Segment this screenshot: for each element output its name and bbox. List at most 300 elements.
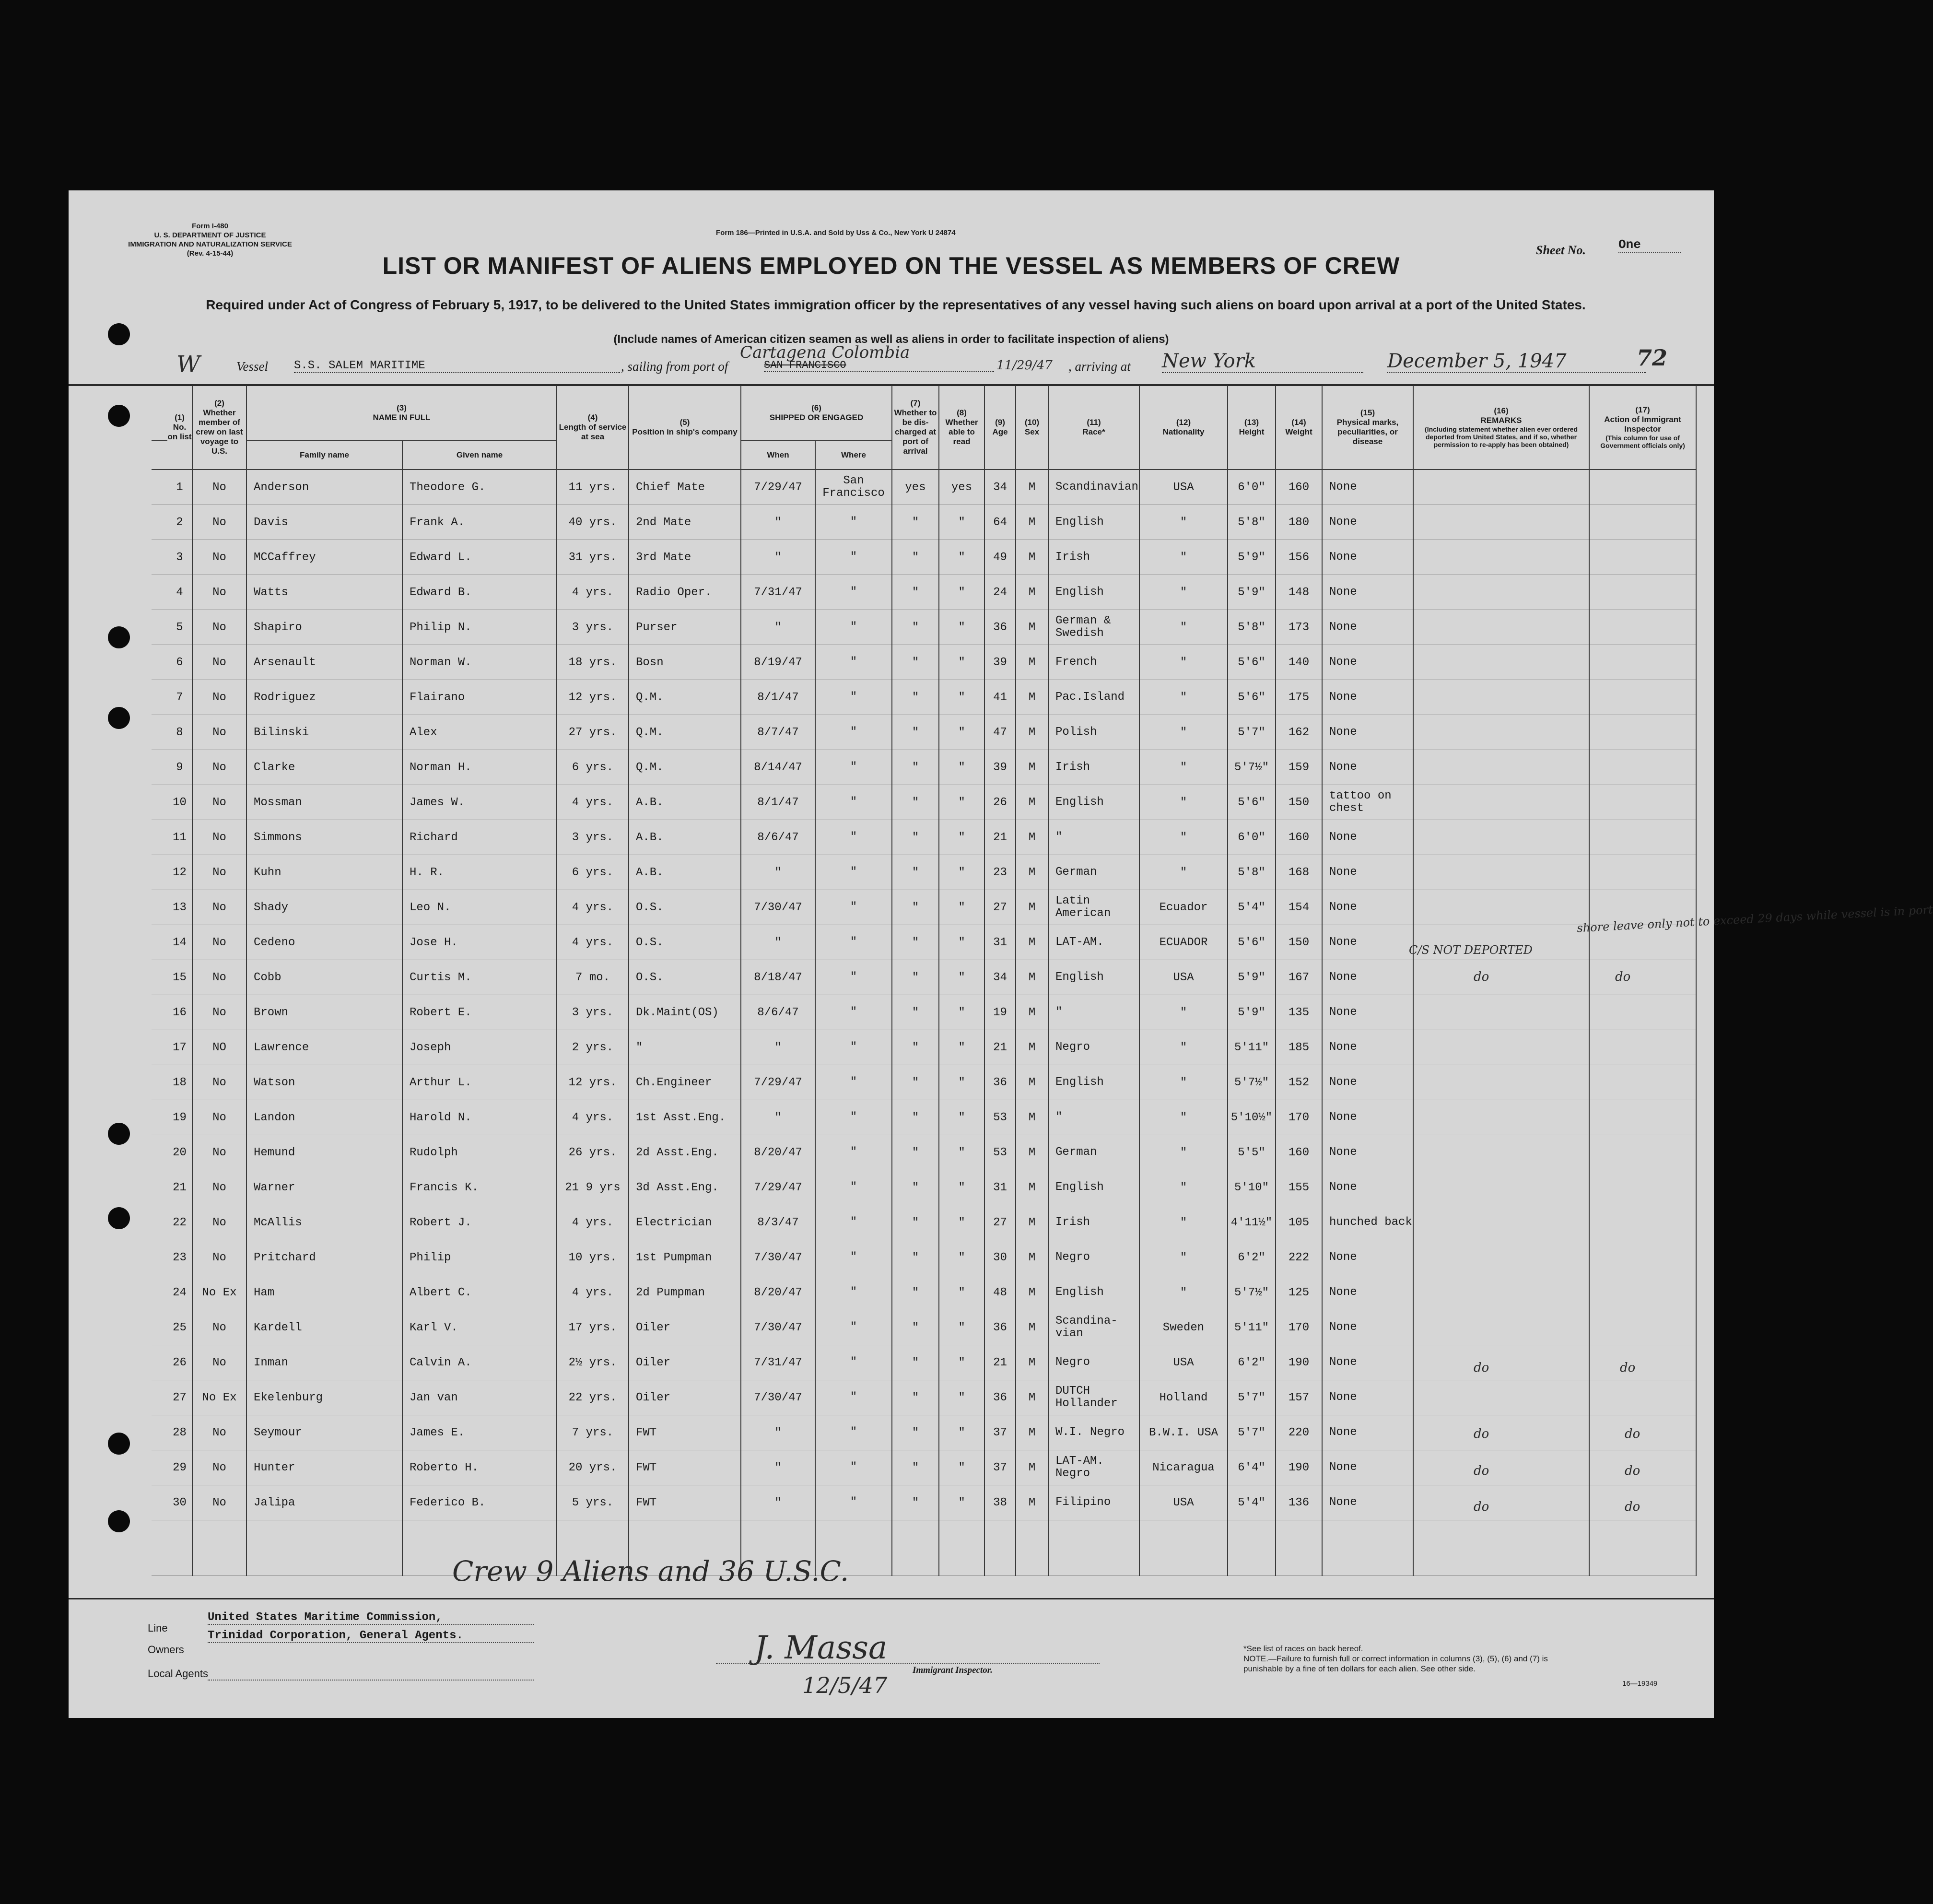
height-cell: 6'4" — [1228, 1450, 1276, 1485]
position-cell: Q.M. — [629, 750, 741, 785]
position-cell: FWT — [629, 1450, 741, 1485]
discharge-cell: " — [892, 960, 939, 995]
position-cell: Oiler — [629, 1345, 741, 1380]
discharge-cell: " — [892, 1275, 939, 1310]
remarks-cell — [1413, 575, 1589, 610]
list-number-cell: 13 — [167, 890, 192, 925]
position-cell: Oiler — [629, 1310, 741, 1345]
shipped-when-cell: 8/18/47 — [741, 960, 815, 995]
family-name-cell: McAllis — [246, 1205, 402, 1240]
punch-hole — [108, 707, 130, 729]
prev-voyage-cell: No — [192, 470, 246, 505]
position-cell: Bosn — [629, 645, 741, 680]
col-weight-header: (14) Weight — [1276, 386, 1322, 470]
blank-cell — [1413, 1520, 1589, 1576]
inspector-action-cell — [1589, 995, 1696, 1030]
weight-cell: 135 — [1276, 995, 1322, 1030]
position-cell: A.B. — [629, 855, 741, 890]
able-to-read-cell: " — [939, 505, 984, 540]
row-margin — [152, 1170, 167, 1205]
race-cell: " — [1048, 1100, 1139, 1135]
position-cell: FWT — [629, 1415, 741, 1450]
nationality-cell: USA — [1139, 470, 1228, 505]
list-number-cell: 15 — [167, 960, 192, 995]
nationality-cell: " — [1139, 610, 1228, 645]
inspector-action-cell — [1589, 1380, 1696, 1415]
able-to-read-cell: " — [939, 960, 984, 995]
sex-cell: M — [1016, 1310, 1048, 1345]
arriving-label: , arriving at — [1068, 359, 1131, 374]
weight-cell: 167 — [1276, 960, 1322, 995]
inspector-action-cell — [1589, 1450, 1696, 1485]
race-cell: " — [1048, 995, 1139, 1030]
race-cell: Filipino — [1048, 1485, 1139, 1520]
sex-cell: M — [1016, 1205, 1048, 1240]
discharge-cell: " — [892, 1170, 939, 1205]
physical-marks-cell: None — [1322, 925, 1413, 960]
nationality-cell: " — [1139, 1205, 1228, 1240]
nationality-cell: " — [1139, 820, 1228, 855]
discharge-cell: " — [892, 1135, 939, 1170]
given-name-cell: Norman W. — [402, 645, 557, 680]
act-statement: Required under Act of Congress of February 5, 1917, to be delivered to the United States immigration officer by the representatives of any vessel having such aliens on board upon arrival at a port of the United States. — [206, 297, 1586, 312]
list-number-cell: 4 — [167, 575, 192, 610]
position-cell: 2d Pumpman — [629, 1275, 741, 1310]
prev-voyage-cell: No — [192, 645, 246, 680]
height-cell: 5'8" — [1228, 610, 1276, 645]
table-row — [152, 575, 1696, 610]
prev-voyage-cell: No — [192, 995, 246, 1030]
prev-voyage-cell: No Ex — [192, 1275, 246, 1310]
discharge-cell: " — [892, 1345, 939, 1380]
service-length-cell: 18 yrs. — [557, 645, 629, 680]
family-name-cell: Kardell — [246, 1310, 402, 1345]
physical-marks-cell: None — [1322, 750, 1413, 785]
race-cell: Pac.Island — [1048, 680, 1139, 715]
nationality-cell: Holland — [1139, 1380, 1228, 1415]
row-margin — [152, 1450, 167, 1485]
blank-cell — [984, 1520, 1016, 1576]
discharge-cell: yes — [892, 470, 939, 505]
height-cell: 5'9" — [1228, 575, 1276, 610]
given-name-cell: Jose H. — [402, 925, 557, 960]
service-length-cell: 17 yrs. — [557, 1310, 629, 1345]
age-cell: 47 — [984, 715, 1016, 750]
row-margin — [152, 750, 167, 785]
service-name: IMMIGRATION AND NATURALIZATION SERVICE — [128, 240, 292, 248]
race-cell: Negro — [1048, 1030, 1139, 1065]
remarks-cell — [1413, 890, 1589, 925]
prev-voyage-cell: No — [192, 855, 246, 890]
manifest-title: LIST OR MANIFEST OF ALIENS EMPLOYED ON THE VESSEL AS MEMBERS OF CREW — [382, 252, 1400, 279]
given-name-cell: Karl V. — [402, 1310, 557, 1345]
col-read-header: (8) Whether able to read — [939, 386, 984, 470]
physical-marks-cell: None — [1322, 1345, 1413, 1380]
age-cell: 64 — [984, 505, 1016, 540]
inspector-action-cell — [1589, 1030, 1696, 1065]
shipped-when-cell: 8/6/47 — [741, 820, 815, 855]
row-margin — [152, 575, 167, 610]
prev-voyage-cell: No — [192, 890, 246, 925]
discharge-cell: " — [892, 785, 939, 820]
row-margin — [152, 1135, 167, 1170]
ditto-mark: do — [1625, 1464, 1640, 1478]
nationality-cell: " — [1139, 1030, 1228, 1065]
departure-port-typed: SAN FRANCISCO — [764, 359, 994, 372]
inspector-signature: J. Massa — [754, 1629, 888, 1666]
inspector-label: Immigrant Inspector. — [913, 1665, 993, 1675]
shipped-where-cell: " — [815, 1065, 892, 1100]
remarks-cell — [1413, 820, 1589, 855]
sex-cell: M — [1016, 1065, 1048, 1100]
shipped-when-cell: " — [741, 540, 815, 575]
position-cell: " — [629, 1030, 741, 1065]
form-code: 16—19349 — [1622, 1680, 1658, 1688]
shipped-where-cell: " — [815, 960, 892, 995]
given-name-cell: Roberto H. — [402, 1450, 557, 1485]
owners-value: Trinidad Corporation, General Agents. — [208, 1629, 534, 1643]
list-number-cell: 20 — [167, 1135, 192, 1170]
service-length-cell: 3 yrs. — [557, 995, 629, 1030]
prev-voyage-cell: No — [192, 925, 246, 960]
row-margin — [152, 820, 167, 855]
physical-marks-cell: None — [1322, 1275, 1413, 1310]
prev-voyage-cell: No — [192, 1485, 246, 1520]
age-cell: 37 — [984, 1450, 1016, 1485]
discharge-cell: " — [892, 540, 939, 575]
table-row — [152, 1100, 1696, 1135]
age-cell: 27 — [984, 890, 1016, 925]
weight-cell: 160 — [1276, 820, 1322, 855]
crew-summary: Crew 9 Aliens and 36 U.S.C. — [452, 1555, 849, 1587]
height-cell: 4'11½" — [1228, 1205, 1276, 1240]
service-length-cell: 2½ yrs. — [557, 1345, 629, 1380]
sex-cell: M — [1016, 855, 1048, 890]
family-name-cell: Clarke — [246, 750, 402, 785]
age-cell: 21 — [984, 1030, 1016, 1065]
list-number-cell: 5 — [167, 610, 192, 645]
discharge-cell: " — [892, 925, 939, 960]
physical-marks-cell: None — [1322, 995, 1413, 1030]
shipped-when-cell: " — [741, 610, 815, 645]
physical-marks-cell: None — [1322, 645, 1413, 680]
height-cell: 5'11" — [1228, 1310, 1276, 1345]
weight-cell: 156 — [1276, 540, 1322, 575]
family-name-cell: Pritchard — [246, 1240, 402, 1275]
nationality-cell: " — [1139, 1240, 1228, 1275]
position-cell: Q.M. — [629, 715, 741, 750]
age-cell: 41 — [984, 680, 1016, 715]
race-cell: German — [1048, 855, 1139, 890]
weight-cell: 105 — [1276, 1205, 1322, 1240]
family-name-cell: Kuhn — [246, 855, 402, 890]
inspector-action-cell — [1589, 1100, 1696, 1135]
shipped-when-cell: " — [741, 1100, 815, 1135]
height-cell: 5'6" — [1228, 925, 1276, 960]
ditto-mark: do — [1474, 1361, 1489, 1375]
able-to-read-cell: " — [939, 1275, 984, 1310]
family-name-cell: Inman — [246, 1345, 402, 1380]
table-row — [152, 1485, 1696, 1520]
row-margin — [152, 470, 167, 505]
punch-hole — [108, 405, 130, 427]
ditto-mark: do — [1474, 970, 1489, 984]
race-cell: German — [1048, 1135, 1139, 1170]
local-agents-line — [208, 1680, 534, 1681]
list-number-cell: 27 — [167, 1380, 192, 1415]
row-margin — [152, 540, 167, 575]
sex-cell: M — [1016, 645, 1048, 680]
height-cell: 5'4" — [1228, 1485, 1276, 1520]
when-subheader: When — [741, 441, 815, 470]
shipped-when-cell: " — [741, 1450, 815, 1485]
prev-voyage-cell: No Ex — [192, 1380, 246, 1415]
able-to-read-cell: " — [939, 715, 984, 750]
age-cell: 19 — [984, 995, 1016, 1030]
physical-marks-cell: None — [1322, 1240, 1413, 1275]
given-name-cell: Frank A. — [402, 505, 557, 540]
weight-cell: 173 — [1276, 610, 1322, 645]
table-row — [152, 1240, 1696, 1275]
inspector-action-cell — [1589, 1415, 1696, 1450]
race-cell: Irish — [1048, 540, 1139, 575]
table-row — [152, 1065, 1696, 1100]
family-name-cell: Rodriguez — [246, 680, 402, 715]
position-cell: Radio Oper. — [629, 575, 741, 610]
blank-cell — [1276, 1520, 1322, 1576]
remarks-cell — [1413, 1065, 1589, 1100]
prev-voyage-cell: NO — [192, 1030, 246, 1065]
position-cell: Q.M. — [629, 680, 741, 715]
discharge-cell: " — [892, 1065, 939, 1100]
crew-table — [152, 386, 1697, 1576]
prev-voyage-cell: No — [192, 750, 246, 785]
table-row — [152, 470, 1696, 505]
shipped-where-cell: " — [815, 1240, 892, 1275]
height-cell: 5'11" — [1228, 1030, 1276, 1065]
height-cell: 5'9" — [1228, 995, 1276, 1030]
col-position-header: (5) Position in ship's company — [629, 386, 741, 470]
discharge-cell: " — [892, 1310, 939, 1345]
discharge-cell: " — [892, 575, 939, 610]
prev-voyage-cell: No — [192, 1135, 246, 1170]
family-name-cell: Landon — [246, 1100, 402, 1135]
races-note: *See list of races on back hereof. — [1243, 1644, 1363, 1653]
physical-marks-cell: tattoo on chest — [1322, 785, 1413, 820]
weight-cell: 154 — [1276, 890, 1322, 925]
list-number-cell: 19 — [167, 1100, 192, 1135]
discharge-cell: " — [892, 1380, 939, 1415]
height-cell: 5'9" — [1228, 960, 1276, 995]
physical-marks-cell: None — [1322, 1450, 1413, 1485]
age-cell: 21 — [984, 820, 1016, 855]
able-to-read-cell: " — [939, 1030, 984, 1065]
punch-hole — [108, 1433, 130, 1455]
shipped-where-cell: " — [815, 1485, 892, 1520]
inspector-action-cell — [1589, 855, 1696, 890]
prev-voyage-cell: No — [192, 1415, 246, 1450]
blank-row — [152, 1520, 1696, 1576]
row-margin — [152, 960, 167, 995]
given-name-cell: Theodore G. — [402, 470, 557, 505]
position-cell: O.S. — [629, 890, 741, 925]
row-margin — [152, 645, 167, 680]
sex-cell: M — [1016, 1415, 1048, 1450]
blank-cell — [1048, 1520, 1139, 1576]
able-to-read-cell: " — [939, 575, 984, 610]
family-name-cell: Shady — [246, 890, 402, 925]
col-name-header: (3) NAME IN FULL — [246, 386, 557, 441]
sex-cell: M — [1016, 715, 1048, 750]
race-cell: Polish — [1048, 715, 1139, 750]
ditto-mark: do — [1474, 1500, 1489, 1514]
prev-voyage-cell: No — [192, 715, 246, 750]
able-to-read-cell: " — [939, 855, 984, 890]
inspector-action-cell — [1589, 1275, 1696, 1310]
weight-cell: 185 — [1276, 1030, 1322, 1065]
row-margin — [152, 715, 167, 750]
prev-voyage-cell: No — [192, 1310, 246, 1345]
blank-cell — [892, 1520, 939, 1576]
service-length-cell: 4 yrs. — [557, 1100, 629, 1135]
inspector-action-cell — [1589, 645, 1696, 680]
printer-line: Form 186—Printed in U.S.A. and Sold by Uss & Co., New York U 24874 — [716, 229, 956, 237]
race-cell: English — [1048, 1275, 1139, 1310]
arrival-port: New York — [1162, 350, 1363, 373]
col-shipped-header: (6) SHIPPED OR ENGAGED — [741, 386, 892, 441]
departure-port-handwritten: Cartagena Colombia — [740, 343, 910, 362]
blank-cell — [1139, 1520, 1228, 1576]
row-margin — [152, 1275, 167, 1310]
family-name-cell: Hunter — [246, 1450, 402, 1485]
given-name-cell: Albert C. — [402, 1275, 557, 1310]
shipped-where-cell: " — [815, 1415, 892, 1450]
age-cell: 53 — [984, 1100, 1016, 1135]
sex-cell: M — [1016, 575, 1048, 610]
family-name-cell: Brown — [246, 995, 402, 1030]
list-number-cell: 23 — [167, 1240, 192, 1275]
age-cell: 53 — [984, 1135, 1016, 1170]
discharge-cell: " — [892, 1100, 939, 1135]
able-to-read-cell: " — [939, 1170, 984, 1205]
weight-cell: 140 — [1276, 645, 1322, 680]
punch-hole — [108, 1510, 130, 1532]
discharge-cell: " — [892, 890, 939, 925]
age-cell: 38 — [984, 1485, 1016, 1520]
family-name-cell: Lawrence — [246, 1030, 402, 1065]
family-name-cell: Simmons — [246, 820, 402, 855]
weight-cell: 222 — [1276, 1240, 1322, 1275]
ditto-mark: do — [1615, 970, 1631, 984]
prev-voyage-cell: No — [192, 1450, 246, 1485]
race-cell: English — [1048, 960, 1139, 995]
physical-marks-cell: None — [1322, 1135, 1413, 1170]
sailing-date: 11/29/47 — [996, 358, 1053, 373]
weight-cell: 148 — [1276, 575, 1322, 610]
sheet-label: Sheet No. — [1536, 243, 1586, 257]
nationality-cell: " — [1139, 1065, 1228, 1100]
family-name-subheader: Family name — [246, 441, 402, 470]
physical-marks-cell: None — [1322, 505, 1413, 540]
footer-notes — [1243, 1644, 1589, 1674]
service-length-cell: 21 9 yrs — [557, 1170, 629, 1205]
table-row — [152, 1030, 1696, 1065]
where-subheader: Where — [815, 441, 892, 470]
list-number-cell: 10 — [167, 785, 192, 820]
able-to-read-cell: " — [939, 1485, 984, 1520]
blank-cell — [1589, 1520, 1696, 1576]
inspector-action-cell — [1589, 1170, 1696, 1205]
given-name-cell: James W. — [402, 785, 557, 820]
weight-cell: 136 — [1276, 1485, 1322, 1520]
physical-marks-cell: None — [1322, 575, 1413, 610]
remarks-cell — [1413, 540, 1589, 575]
family-name-cell: Shapiro — [246, 610, 402, 645]
physical-marks-cell: None — [1322, 715, 1413, 750]
service-length-cell: 3 yrs. — [557, 820, 629, 855]
age-cell: 48 — [984, 1275, 1016, 1310]
table-row — [152, 1205, 1696, 1240]
row-margin — [152, 890, 167, 925]
shipped-when-cell: " — [741, 1485, 815, 1520]
service-length-cell: 4 yrs. — [557, 925, 629, 960]
given-name-cell: Leo N. — [402, 890, 557, 925]
inspector-action-cell — [1589, 610, 1696, 645]
nationality-cell: " — [1139, 855, 1228, 890]
sex-cell: M — [1016, 820, 1048, 855]
nationality-cell: Ecuador — [1139, 890, 1228, 925]
list-number-cell: 8 — [167, 715, 192, 750]
col-prev-voyage-header: (2) Whether member of crew on last voyage to U.S. — [192, 386, 246, 470]
able-to-read-cell: " — [939, 995, 984, 1030]
manifest-sheet — [69, 190, 1933, 1718]
inspector-action-cell — [1589, 1135, 1696, 1170]
sex-cell: M — [1016, 470, 1048, 505]
position-cell: Chief Mate — [629, 470, 741, 505]
age-cell: 36 — [984, 1310, 1016, 1345]
prev-voyage-cell: No — [192, 1100, 246, 1135]
sheet-number: One — [1618, 237, 1681, 253]
sex-cell: M — [1016, 1485, 1048, 1520]
height-cell: 5'10" — [1228, 1170, 1276, 1205]
inspector-action-cell — [1589, 575, 1696, 610]
weight-cell: 180 — [1276, 505, 1322, 540]
position-cell: 3d Asst.Eng. — [629, 1170, 741, 1205]
ditto-mark: do — [1625, 1500, 1640, 1514]
inspector-action-cell — [1589, 1205, 1696, 1240]
able-to-read-cell: " — [939, 1310, 984, 1345]
signature-line — [716, 1663, 1100, 1664]
service-length-cell: 4 yrs. — [557, 785, 629, 820]
family-name-cell: Jalipa — [246, 1485, 402, 1520]
height-cell: 5'7½" — [1228, 1065, 1276, 1100]
col-height-header: (13) Height — [1228, 386, 1276, 470]
inspector-action-cell — [1589, 715, 1696, 750]
prev-voyage-cell: No — [192, 1240, 246, 1275]
row-margin — [152, 1100, 167, 1135]
table-row — [152, 715, 1696, 750]
height-cell: 5'9" — [1228, 540, 1276, 575]
given-name-cell: James E. — [402, 1415, 557, 1450]
shipped-when-cell: 7/30/47 — [741, 1240, 815, 1275]
discharge-cell: " — [892, 1415, 939, 1450]
shipped-where-cell: " — [815, 995, 892, 1030]
discharge-cell: " — [892, 505, 939, 540]
physical-marks-cell: None — [1322, 1415, 1413, 1450]
given-name-cell: Harold N. — [402, 1100, 557, 1135]
shipped-when-cell: 8/3/47 — [741, 1205, 815, 1240]
ditto-mark: do — [1625, 1427, 1640, 1441]
